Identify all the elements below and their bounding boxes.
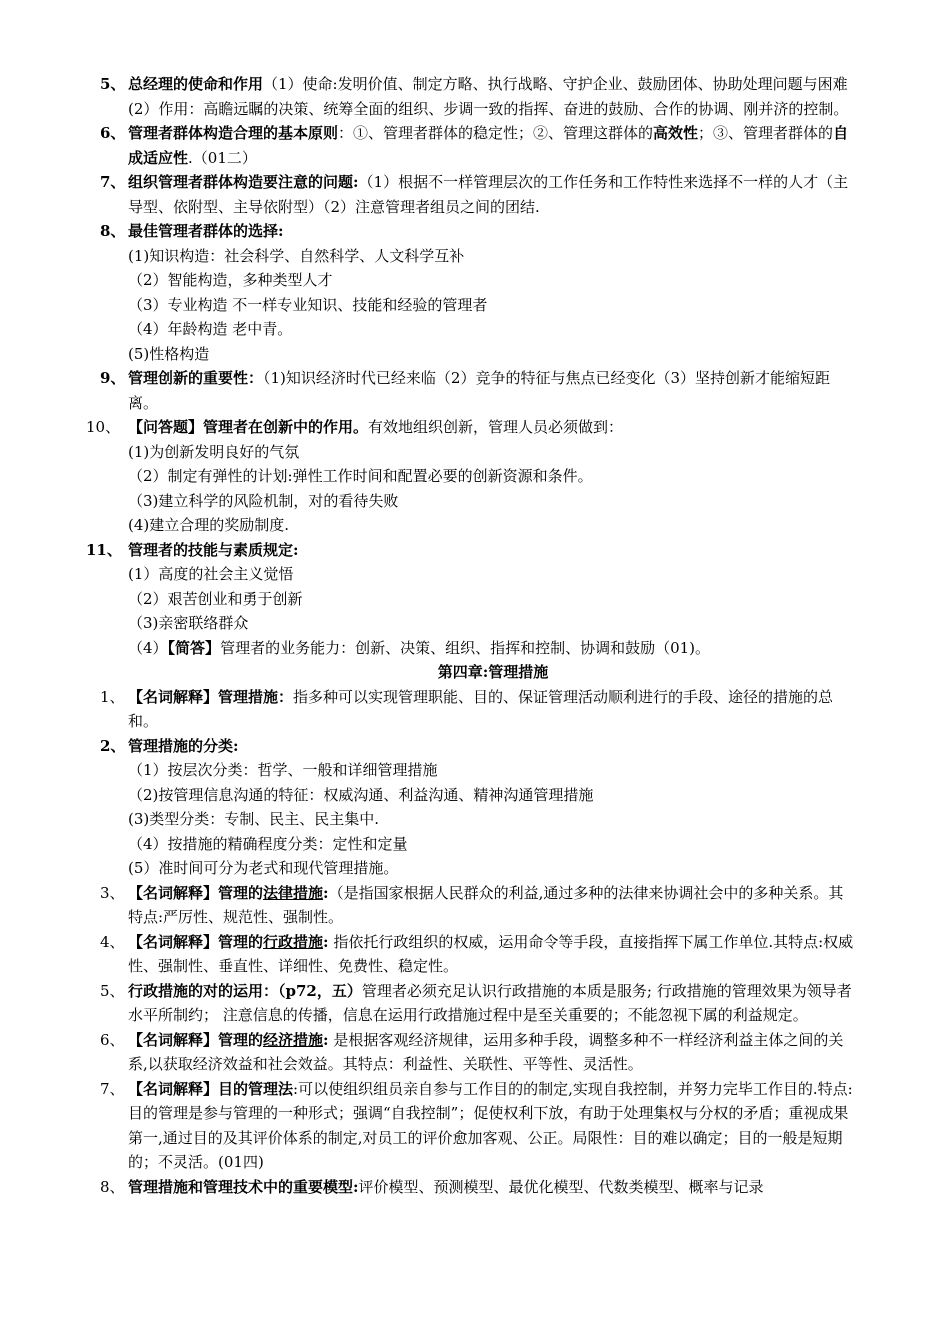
- list-item: [0, 366, 950, 415]
- sub-item: (1）高度的社会主义觉悟: [128, 565, 294, 583]
- sub-item: (1)为创新发明良好的气氛: [128, 442, 300, 461]
- sub-item: （4）年龄构造 老中青。: [128, 320, 293, 338]
- item-text: 有效地组织创新，管理人员必须做到：: [368, 418, 624, 436]
- sub-item: (1)知识构造：社会科学、自然科学、人文科学互补: [128, 246, 465, 265]
- item-text: 指依托行政组织的权威，运用命令等手段，直接指挥下属工作单位.其特点:权威性、强制性、垂直性、详细性、免费性、稳定性。: [128, 932, 854, 975]
- item-number: 6、: [100, 124, 126, 142]
- item-number: 10、: [86, 418, 121, 436]
- item-heading-colon: :: [323, 932, 329, 951]
- list-item: [0, 881, 950, 930]
- item-heading: 管理者的技能与素质规定:: [128, 540, 299, 559]
- list-item: [0, 219, 950, 244]
- item-number: 8、: [100, 1177, 125, 1196]
- list-item: [0, 979, 950, 1028]
- list-item: [0, 1077, 950, 1175]
- item-term: 法律措施: [263, 883, 324, 902]
- sub-item: （2)按管理信息沟通的特征：权威沟通、利益沟通、精神沟通管理措施: [128, 785, 594, 804]
- item-text: （是指国家根据人民群众的利益,通过多种的法律来协调社会中的多种关系。其特点:严厉性、规范性、强制性。: [128, 883, 844, 926]
- sub-item-text: 管理者的业务能力：创新、决策、组织、指挥和控制、协调和鼓励（01)。: [220, 638, 711, 657]
- item-heading: 管理措施和管理技术中的重要模型:: [128, 1177, 359, 1196]
- list-item: [0, 415, 950, 440]
- item-term: 目的管理法: [218, 1079, 294, 1098]
- sub-item: （3)建立科学的风险机制，对的看待失败: [128, 491, 399, 510]
- item-number: 7、: [100, 1079, 125, 1098]
- item-text: 指多种可以实现管理职能、目的、保证管理活动顺利进行的手段、途径的措施的总和。: [128, 687, 834, 730]
- sub-item-prefix: （4）: [128, 638, 168, 657]
- sub-item: (4)建立合理的奖励制度.: [128, 516, 290, 534]
- item-number: 8、: [100, 222, 126, 240]
- item-heading: 管理者群体构造合理的基本原则: [128, 124, 339, 142]
- item-emphasis: 高效性: [653, 124, 699, 142]
- sub-item: （2）智能构造，多种类型人才: [128, 271, 333, 289]
- item-number: 4、: [100, 932, 125, 951]
- item-text: :可以使组织组员亲自参与工作目的的制定,实现自我控制，并努力完毕工作目的.特点:目的管理是参与管理的一种形式；强调“自我控制”；促使权利下放，有助于处理集权与分权的矛盾；重视成果第一,通过目的及其评价体系的制定,对员工的评价愈加客观、公正。局限性：目的难以确定；目的一般是短期的；不灵活。(01四): [128, 1079, 853, 1171]
- item-term: 经济措施: [263, 1030, 324, 1049]
- item-text: 管理者必须充足认识行政措施的本质是服务; 行政措施的管理效果为领导者水平所制约； 注意信息的传播，信息在运用行政措施过程中是至关重要的；不能忽视下属的利益规定。: [128, 981, 852, 1024]
- list-item: [0, 72, 950, 121]
- sub-item: (5)性格构造: [128, 344, 210, 363]
- item-heading: 行政措施的对的运用：（p72，五）: [128, 981, 362, 1000]
- item-heading: 总经理的使命和作用: [128, 75, 264, 93]
- item-heading: 【名词解释】管理的: [128, 883, 264, 902]
- item-heading: 【问答题】管理者在创新中的作用。: [128, 418, 369, 436]
- item-heading: 组织管理者群体构造要注意的问题:: [128, 173, 359, 191]
- item-text: ：①、管理者群体的稳定性；②、管理这群体的: [338, 124, 654, 142]
- item-number: 11、: [86, 540, 122, 559]
- sub-item: (3)类型分类：专制、民主、民主集中.: [128, 810, 380, 828]
- item-heading: 【名词解释】管理的: [128, 1030, 264, 1049]
- sub-item: （2）艰苦创业和勇于创新: [128, 589, 303, 608]
- document-page: [0, 72, 950, 1199]
- sub-item: （1）按层次分类：哲学、一般和详细管理措施: [128, 761, 438, 779]
- item-number: 7、: [100, 173, 126, 191]
- item-text: 是根据客观经济规律，运用多种手段，调整多种不一样经济利益主体之间的关系,以获取经济效益和社会效益。其特点：利益性、关联性、平等性、灵活性。: [128, 1030, 844, 1073]
- sub-item: （3）专业构造 不一样专业知识、技能和经验的管理者: [128, 295, 488, 314]
- chapter-title: 第四章:管理措施: [437, 663, 549, 681]
- sub-item: （2）制定有弹性的计划:弹性工作时间和配置必要的创新资源和条件。: [128, 467, 593, 485]
- list-item: [0, 930, 950, 979]
- list-item: [0, 685, 950, 734]
- item-heading: 管理创新的重要性：: [128, 369, 264, 387]
- item-emphasis: 自成适应性: [128, 124, 849, 167]
- item-emphasis: 【简答】: [167, 638, 221, 657]
- item-number: 6、: [100, 1030, 125, 1049]
- list-item: [0, 734, 950, 759]
- item-heading: 管理措施的分类:: [128, 736, 239, 755]
- item-text: 评价模型、预测模型、最优化模型、代数类模型、概率与记录: [358, 1177, 764, 1196]
- item-text: ；③、管理者群体的: [698, 124, 834, 142]
- item-number: 5、: [100, 981, 125, 1000]
- sub-item: (5）准时间可分为老式和现代管理措施。: [128, 859, 399, 877]
- item-heading-colon: :: [323, 883, 329, 902]
- item-term: 行政措施: [263, 932, 324, 951]
- item-heading: 最佳管理者群体的选择:: [128, 222, 284, 240]
- sub-item: [0, 636, 950, 661]
- sub-item: （3)亲密联络群众: [128, 614, 249, 632]
- item-number: 1、: [100, 687, 125, 706]
- item-heading-colon: :: [323, 1030, 329, 1049]
- item-number: 2、: [100, 736, 126, 755]
- list-item: [0, 170, 950, 219]
- list-item: [0, 538, 950, 563]
- item-text: （1）使命:发明价值、制定方略、执行战略、守护企业、鼓励团体、协助处理问题与困难(2）作用：高瞻远瞩的决策、统筹全面的组织、步调一致的指挥、奋进的鼓励、合作的协调、刚并济的控制。: [128, 75, 849, 118]
- list-item: [0, 121, 950, 170]
- list-item: [0, 1175, 950, 1200]
- item-number: 9、: [100, 369, 126, 387]
- item-number: 5、: [100, 75, 126, 93]
- item-heading: 【名词解释】管理措施：: [128, 687, 294, 706]
- list-item: [0, 1028, 950, 1077]
- item-text: .（01二）: [188, 148, 257, 167]
- sub-item: （4）按措施的精确程度分类：定性和定量: [128, 834, 408, 853]
- item-text: （1)知识经济时代已经来临（2）竞争的特征与焦点已经变化（3）坚持创新才能缩短距离。: [128, 369, 831, 412]
- item-heading: 【名词解释】: [128, 1079, 219, 1098]
- item-text: （1）根据不一样管理层次的工作任务和工作特性来选择不一样的人才（主导型、依附型、主导依附型）（2）注意管理者组员之间的团结.: [128, 173, 849, 216]
- item-heading: 【名词解释】管理的: [128, 932, 264, 951]
- item-number: 3、: [100, 883, 125, 902]
